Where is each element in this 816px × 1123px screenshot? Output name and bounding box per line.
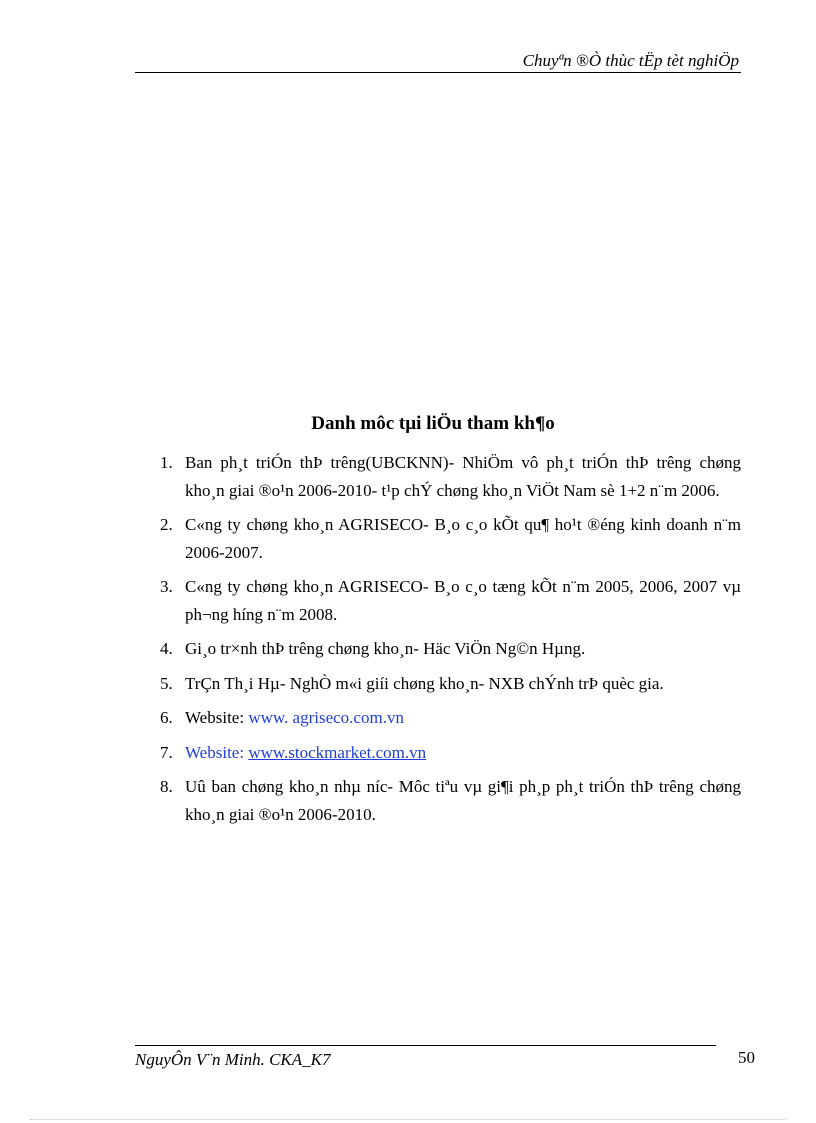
website-label: Website: <box>185 742 249 762</box>
footer-rule <box>135 1045 716 1046</box>
website-link[interactable]: www. agriseco.com.vn <box>248 708 404 727</box>
item-number: 1. <box>160 453 173 472</box>
item-number: 6. <box>160 708 173 727</box>
website-label: Website: <box>185 708 249 727</box>
list-item <box>160 670 741 698</box>
list-item <box>160 773 741 828</box>
website-link[interactable]: www.stockmarket.com.vn <box>248 742 427 762</box>
item-number: 7. <box>160 742 173 762</box>
list-item <box>160 739 741 767</box>
item-text: TrÇn Th¸i Hµ- NghÒ m«i giíi chøng kho¸n- NXB chÝnh trÞ quèc gia. <box>185 673 664 693</box>
item-text: C«ng ty chøng kho¸n AGRISECO- B¸o c¸o kÕt qu¶ ho¹t ®éng kinh doanh n¨m 2006-2007. <box>185 515 741 562</box>
header-title: Chuyªn ®Ò thùc tËp tèt nghiÖp <box>522 51 739 70</box>
list-item <box>160 635 741 663</box>
reference-list <box>160 449 741 835</box>
item-text: Gi¸o tr×nh thÞ trêng chøng kho¸n- Häc ViÖn Ng©n Hµng. <box>185 639 586 658</box>
page-number: 50 <box>738 1048 755 1067</box>
item-text: C«ng ty chøng kho¸n AGRISECO- B¸o c¸o tæng kÕt n¨m 2005, 2006, 2007 vµ ph¬ng híng n¨m 2008. <box>185 577 741 624</box>
page-title: Danh môc tµi liÖu tham kh¶o <box>311 413 555 434</box>
item-number: 5. <box>160 673 173 693</box>
header-rule <box>135 72 741 73</box>
list-item <box>160 573 741 628</box>
list-item <box>160 704 741 732</box>
item-number: 4. <box>160 639 173 658</box>
item-text: Ban ph¸t triÓn thÞ trêng(UBCKNN)- NhiÖm vô ph¸t triÓn thÞ trêng chøng kho¸n giai ®o¹n 2006-2010- t¹p chÝ chøng kho¸n ViÖt Nam sè 1+2 n¨m 2006. <box>185 453 741 500</box>
footer-author: NguyÔn V¨n Minh. CKA_K7 <box>135 1050 331 1069</box>
list-item <box>160 449 741 504</box>
item-number: 8. <box>160 777 173 796</box>
page-edge-divider <box>30 1119 786 1120</box>
item-number: 3. <box>160 577 173 596</box>
item-text: Uû ban chøng kho¸n nhµ níc- Môc tiªu vµ gi¶i ph¸p ph¸t triÓn thÞ trêng chøng kho¸n giai ®o¹n 2006-2010. <box>185 777 741 824</box>
list-item <box>160 511 741 566</box>
item-number: 2. <box>160 515 173 534</box>
